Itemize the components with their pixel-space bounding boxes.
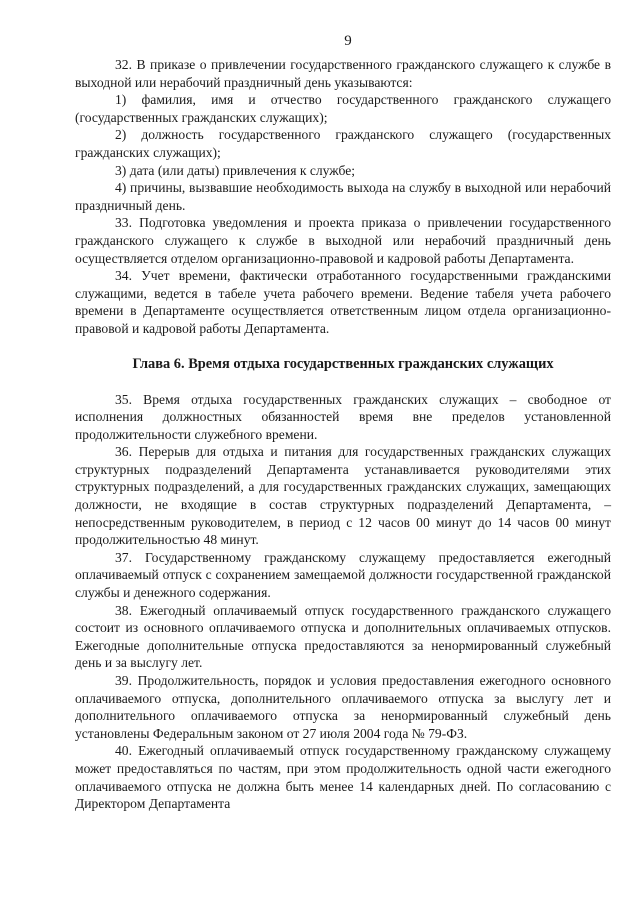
list-item-position: 2) должность государственного гражданского служащего (государственных гражданских служащих);	[75, 127, 611, 160]
paragraph-40: 40. Ежегодный оплачиваемый отпуск государственному гражданскому служащему может предоставляться по частям, при этом продолжительность одной части ежегодного оплачиваемого отпуска не должна быть менее 14 календарных дней. По согласованию с Директором Департамента	[75, 743, 611, 812]
list-item-reasons: 4) причины, вызвавшие необходимость выхода на службу в выходной или нерабочий праздничный день.	[75, 180, 611, 213]
chapter-heading: Глава 6. Время отдыха государственных гражданских служащих	[132, 355, 554, 372]
list-item-dates: 3) дата (или даты) привлечения к службе;	[115, 162, 356, 178]
paragraph-38: 38. Ежегодный оплачиваемый отпуск государственного гражданского служащего состоит из основного оплачиваемого отпуска и дополнительных оплачиваемых отпусков. Ежегодные дополнительные отпуска предоставляются за ненормированный служебный день и за выслугу лет.	[75, 602, 611, 671]
paragraph-32: 32. В приказе о привлечении государственного гражданского служащего к службе в выходной или нерабочий праздничный день указываются:	[75, 57, 611, 90]
paragraph-35: 35. Время отдыха государственных гражданских служащих – свободное от исполнения должностных обязанностей время вне пределов установленной продолжительности служебного времени.	[75, 391, 611, 442]
paragraph-36: 36. Перерыв для отдыха и питания для государственных гражданских служащих структурных подразделений Департамента устанавливается руководителями этих структурных подразделений, а для государственных гражданских служащих, замещающих должности, не входящие в состав структурных подразделений Департамента, – непосредственным руководителем, в период с 12 часов 00 минут до 14 часов 00 минут продолжительностью 48 минут.	[75, 444, 611, 548]
paragraph-33: 33. Подготовка уведомления и проекта приказа о привлечении государственного гражданского служащего к службе в выходной или нерабочий праздничный день осуществляется отделом организационно-правовой и кадровой работы Департамента.	[75, 215, 611, 266]
paragraph-37: 37. Государственному гражданскому служащему предоставляется ежегодный оплачиваемый отпуск с сохранением замещаемой должности государственной гражданской службы и денежного содержания.	[75, 549, 611, 601]
list-item-full-name: 1) фамилия, имя и отчество государственного гражданского служащего (государственных гражданских служащих);	[75, 92, 611, 125]
page-number: 9	[344, 33, 352, 49]
paragraph-39: 39. Продолжительность, порядок и условия предоставления ежегодного основного оплачиваемого отпуска, дополнительного оплачиваемого отпуска за выслугу лет и дополнительного оплачиваемого отпуска за ненормированный служебный день установлены Федеральным законом от 27 июля 2004 года № 79-ФЗ.	[75, 673, 611, 741]
paragraph-34: 34. Учет времени, фактически отработанного государственными гражданскими служащими, ведется в табеле учета рабочего времени. Ведение табеля учета рабочего времени в Департаменте осуществляется ответственным лицом отдела организационно-правовой и кадровой работы Департамента.	[75, 268, 611, 336]
